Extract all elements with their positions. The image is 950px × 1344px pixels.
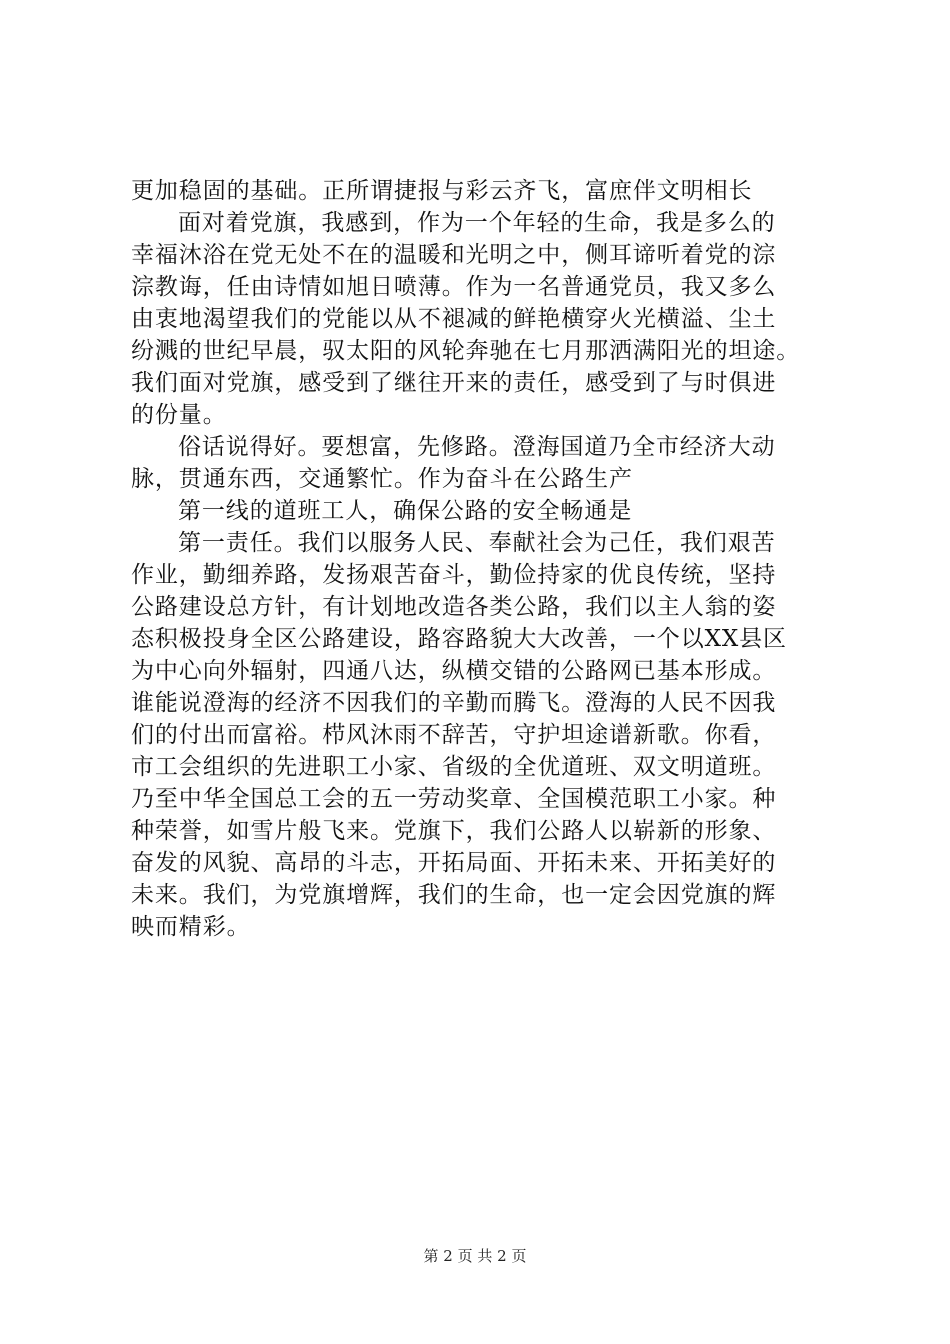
text-line: 公路建设总方针，有计划地改造各类公路，我们以主人翁的姿 xyxy=(131,594,777,620)
text-line: 俗话说得好。要想富，先修路。澄海国道乃全市经济大动 xyxy=(178,434,776,460)
text-line: 谁能说澄海的经济不因我们的辛勤而腾飞。澄海的人民不因我 xyxy=(131,690,777,716)
text-line: 幸福沐浴在党无处不在的温暖和光明之中，侧耳谛听着党的淙 xyxy=(131,242,777,268)
text-line: 淙教诲，任由诗情如旭日喷薄。作为一名普通党员，我又多么 xyxy=(131,274,777,300)
text-line: 种荣誉，如雪片般飞来。党旗下，我们公路人以崭新的形象、 xyxy=(131,818,777,844)
text-line: 纷溅的世纪早晨，驭太阳的风轮奔驰在七月那洒满阳光的坦途。 xyxy=(131,338,801,364)
text-line: 面对着党旗，我感到，作为一个年轻的生命，我是多么的 xyxy=(178,210,776,236)
text-line: 为中心向外辐射，四通八达，纵横交错的公路网已基本形成。 xyxy=(131,658,777,684)
text-line: 映而精彩。 xyxy=(131,914,251,940)
text-line: 第一线的道班工人，确保公路的安全畅通是 xyxy=(178,498,633,524)
text-line: 们的付出而富裕。栉风沐雨不辞苦，守护坦途谱新歌。你看， xyxy=(131,722,777,748)
text-line: 更加稳固的基础。正所谓捷报与彩云齐飞，富庶伴文明相长 xyxy=(131,178,753,204)
text-line: 态积极投身全区公路建设，路容路貌大大改善，一个以XX县区 xyxy=(131,626,787,652)
text-line: 脉，贯通东西，交通繁忙。作为奋斗在公路生产 xyxy=(131,466,633,492)
text-line: 奋发的风貌、高昂的斗志，开拓局面、开拓未来、开拓美好的 xyxy=(131,850,777,876)
text-line: 未来。我们，为党旗增辉，我们的生命，也一定会因党旗的辉 xyxy=(131,882,777,908)
body-text xyxy=(131,175,851,943)
text-line: 的份量。 xyxy=(131,402,227,428)
text-line: 第一责任。我们以服务人民、奉献社会为己任，我们艰苦 xyxy=(178,530,776,556)
text-line: 乃至中华全国总工会的五一劳动奖章、全国模范职工小家。种 xyxy=(131,786,777,812)
text-line: 市工会组织的先进职工小家、省级的全优道班、双文明道班。 xyxy=(131,754,777,780)
text-line: 作业，勤细养路，发扬艰苦奋斗，勤俭持家的优良传统，坚持 xyxy=(131,562,777,588)
text-line: 由衷地渴望我们的党能以从不褪减的鲜艳横穿火光横溢、尘土 xyxy=(131,306,777,332)
page-footer: 第 2 页 共 2 页 xyxy=(423,1247,527,1265)
text-line: 我们面对党旗，感受到了继往开来的责任，感受到了与时俱进 xyxy=(131,370,777,396)
